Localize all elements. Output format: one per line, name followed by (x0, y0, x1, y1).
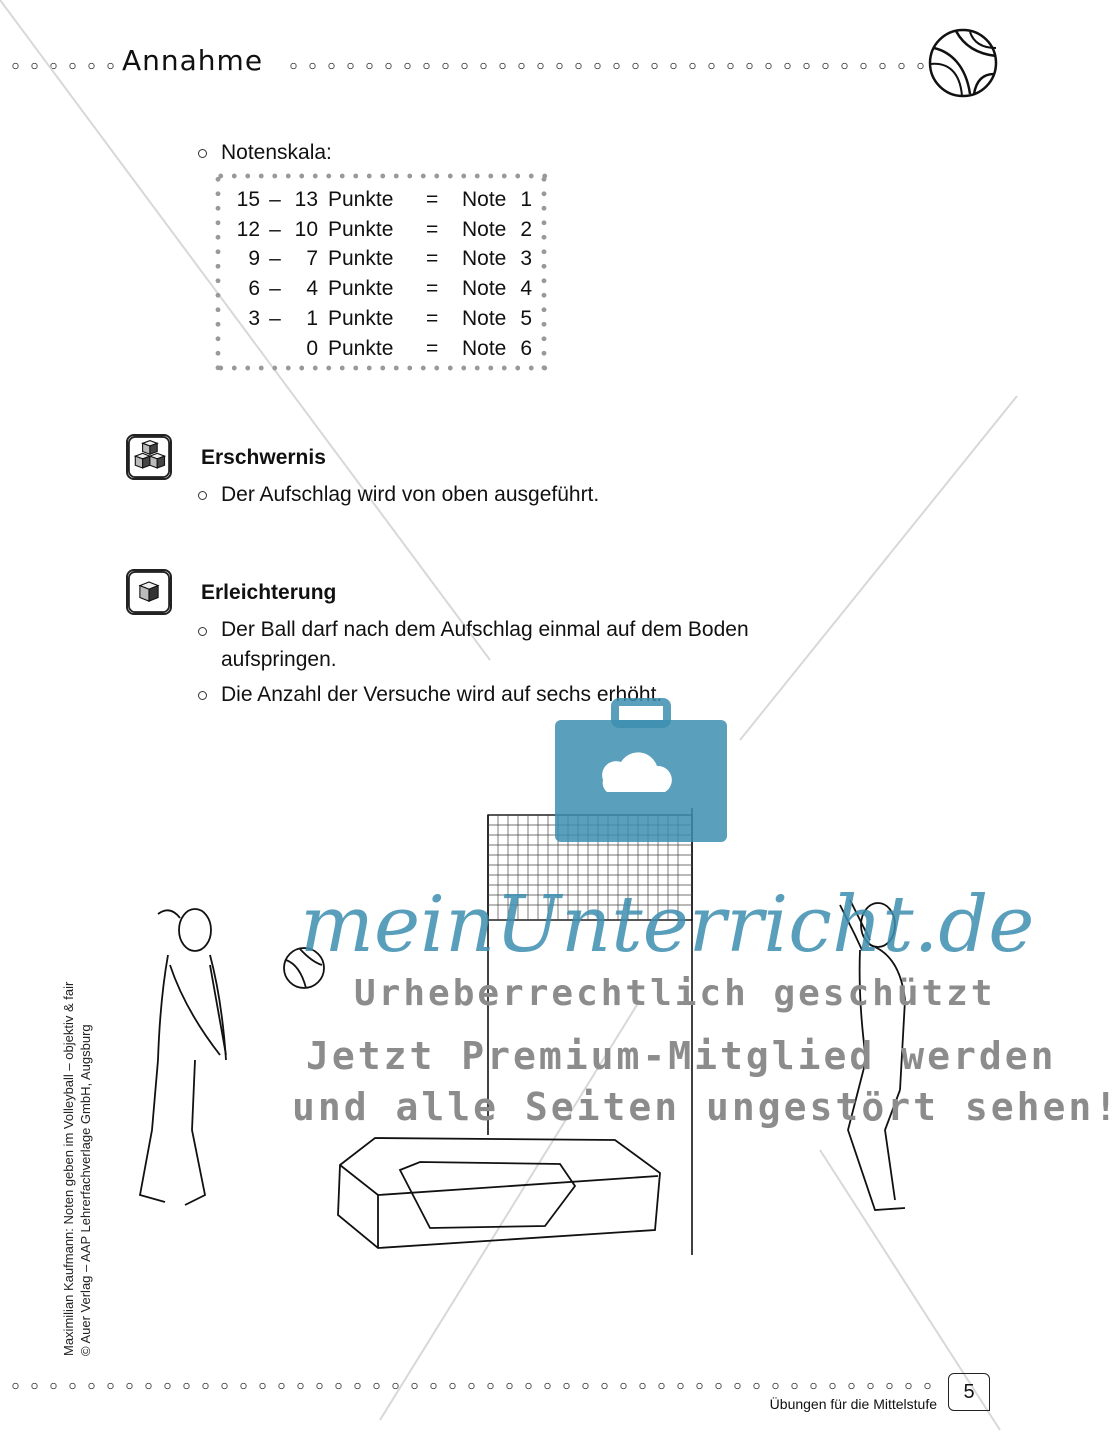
grade-cell-note: Note (462, 277, 507, 301)
grade-cell-grade: 5 (520, 307, 532, 331)
watermark-line-2: Jetzt Premium-Mitglied werden (306, 1034, 1057, 1078)
watermark-line-3: und alle Seiten ungestört sehen! (292, 1085, 1120, 1129)
grade-cell-unit: Punkte (328, 307, 394, 331)
grade-cell-note: Note (462, 217, 507, 241)
grade-cell-to: 13 (294, 187, 318, 211)
grade-cell-unit: Punkte (328, 217, 394, 241)
grade-cell-dash: – (269, 247, 281, 271)
grade-cell-grade: 1 (520, 187, 532, 211)
grade-cell-from: 6 (248, 277, 260, 301)
grade-cell-unit: Punkte (328, 336, 394, 360)
grade-cell-from: 3 (248, 307, 260, 331)
grade-cell-eq: = (426, 307, 439, 331)
grade-cell-unit: Punkte (328, 247, 394, 271)
grade-cell-to: 4 (306, 277, 318, 301)
footer-label: Übungen für die Mittelstufe (769, 1396, 937, 1412)
page-number: 5 (948, 1373, 990, 1411)
watermark-brand: meinUnterricht.de (300, 880, 1035, 970)
grade-cell-to: 7 (306, 247, 318, 271)
harder-item: Der Aufschlag wird von oben ausgeführt. (221, 483, 600, 506)
grade-cell-dash: – (269, 187, 281, 211)
grade-cell-dash: – (269, 217, 281, 241)
grade-cell-eq: = (426, 277, 439, 301)
easier-item-2: Die Anzahl der Versuche wird auf sechs erhöht. (221, 683, 663, 706)
watermark-line-1: Urheberrechtlich geschützt (354, 973, 996, 1014)
easier-item-1: Der Ball darf nach dem Aufschlag einmal auf dem Boden aufspringen. (221, 618, 749, 671)
grade-cell-eq: = (426, 187, 439, 211)
grade-cell-note: Note (462, 187, 507, 211)
harder-heading: Erschwernis (201, 446, 326, 469)
sidebar-credit (60, 896, 94, 1356)
grade-cell-grade: 2 (520, 217, 532, 241)
grade-cell-grade: 3 (520, 247, 532, 271)
grade-cell-to: 1 (306, 307, 318, 331)
grade-cell-from: 12 (236, 217, 260, 241)
grade-cell-note: Note (462, 247, 507, 271)
grade-cell-dash: – (269, 307, 281, 331)
easier-heading: Erleichterung (201, 581, 337, 604)
grade-cell-to: 10 (294, 217, 318, 241)
grade-cell-grade: 4 (520, 277, 532, 301)
grade-cell-eq: = (426, 217, 439, 241)
grade-cell-dash: – (269, 277, 281, 301)
grade-cell-to: 0 (306, 336, 318, 360)
grade-cell-grade: 6 (520, 336, 532, 360)
briefcase-cloud-icon (555, 702, 727, 842)
grade-cell-note: Note (462, 336, 507, 360)
grade-cell-unit: Punkte (328, 277, 394, 301)
page-title: Annahme (122, 44, 264, 77)
footer-dots (6, 1382, 941, 1390)
grade-cell-eq: = (426, 336, 439, 360)
sidebar-credit-line-1: Maximilian Kaufmann: Noten geben im Volleyball – objektiv & fair (61, 981, 76, 1356)
grade-cell-eq: = (426, 247, 439, 271)
grade-cell-unit: Punkte (328, 187, 394, 211)
grading-label: Notenskala: (221, 141, 332, 164)
grade-cell-from: 15 (236, 187, 260, 211)
grade-cell-from: 9 (248, 247, 260, 271)
sidebar-credit-line-2: © Auer Verlag – AAP Lehrerfachverlage GmbH, Augsburg (78, 1024, 93, 1356)
grade-cell-note: Note (462, 307, 507, 331)
